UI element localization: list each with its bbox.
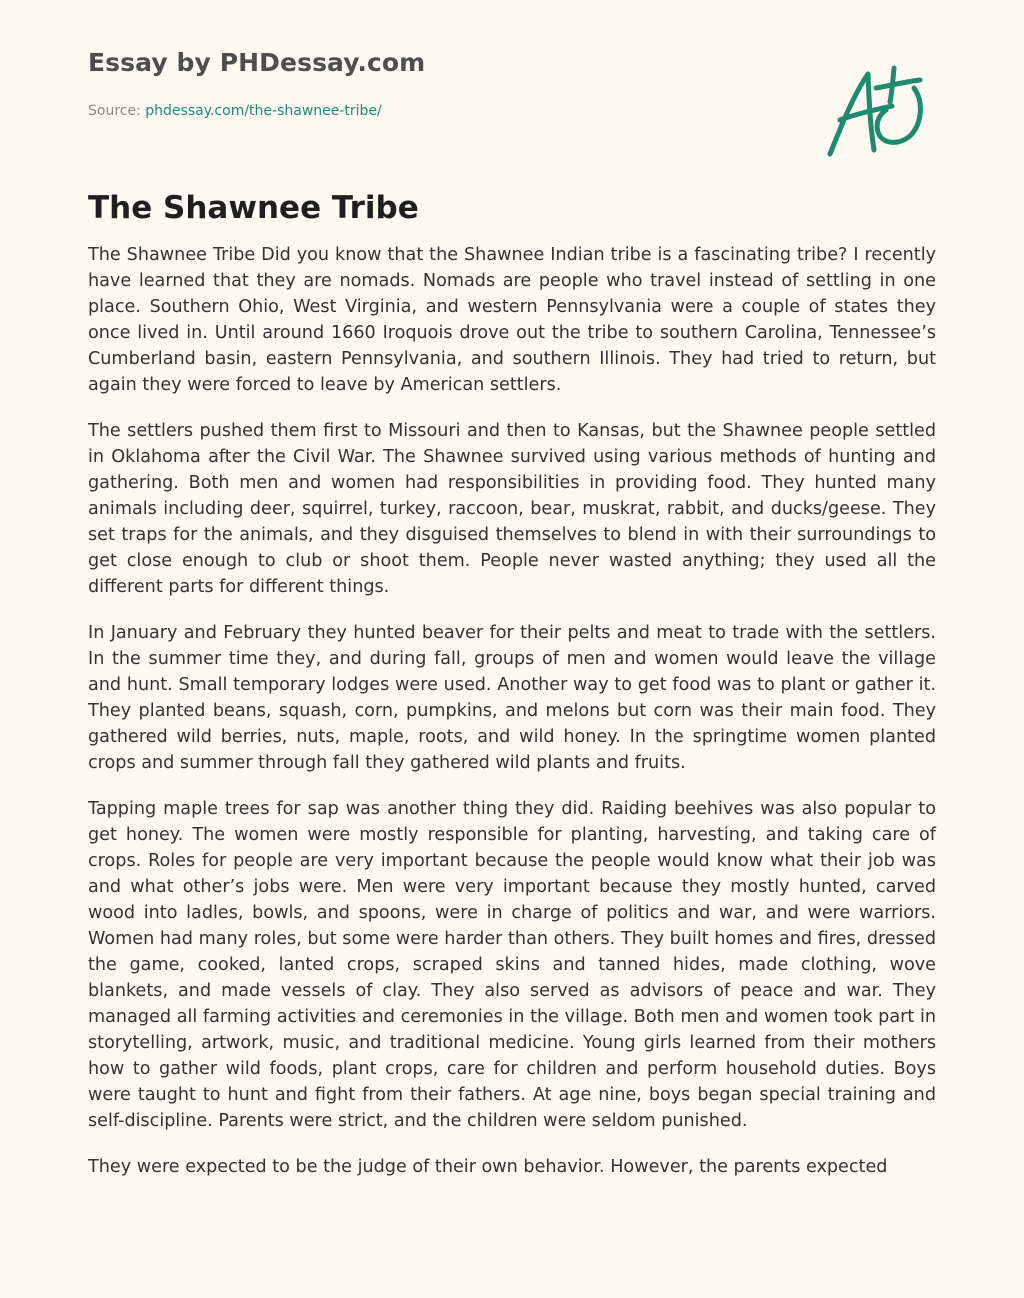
a-plus-grade-icon — [822, 62, 932, 162]
source-label: Source: — [88, 103, 146, 119]
page-header — [88, 48, 948, 119]
essay-paragraph: The settlers pushed them first to Missouri and then to Kansas, but the Shawnee people settled in Oklahoma after the Civil War. The Shawnee survived using various methods of hunting and gathering. Both men and women had responsibilities in providing food. They hunted many animals including deer, squirrel, turkey, raccoon, bear, muskrat, rabbit, and ducks/geese. They set traps for the animals, and they disguised themselves to blend in with their surroundings to get close enough to club or shoot them. People never wasted anything; they used all the different parts for different things. — [88, 421, 936, 597]
essay-paragraph: They were expected to be the judge of their own behavior. However, the parents expected — [88, 1157, 888, 1177]
essay-paragraph: The Shawnee Tribe Did you know that the Shawnee Indian tribe is a fascinating tribe? I recently have learned that they are nomads. Nomads are people who travel instead of settling in one place. Southern Ohio, West Virginia, and western Pennsylvania were a couple of states they once lived in. Until around 1660 Iroquois drove out the tribe to southern Carolina, Tennessee’s Cumberland basin, eastern Pennsylvania, and southern Illinois. They had tried to return, but again they were forced to leave by American settlers. — [88, 245, 936, 395]
source-link[interactable]: phdessay.com/the-shawnee-tribe/ — [145, 103, 382, 119]
brand-title: Essay by PHDessay.com — [88, 48, 426, 77]
essay-title: The Shawnee Tribe — [88, 190, 419, 226]
essay-body — [88, 242, 936, 1200]
essay-paragraph: In January and February they hunted beaver for their pelts and meat to trade with the settlers. In the summer time they, and during fall, groups of men and women would leave the village and hunt. Small temporary lodges were used. Another way to get food was to plant or gather it. They planted beans, squash, corn, pumpkins, and melons but corn was their main food. They gathered wild berries, nuts, maple, roots, and wild honey. In the springtime women planted crops and summer through fall they gathered wild plants and fruits. — [88, 623, 936, 773]
essay-paragraph: Tapping maple trees for sap was another thing they did. Raiding beehives was also popular to get honey. The women were mostly responsible for planting, harvesting, and taking care of crops. Roles for people are very important because the people would know what their job was and what other’s jobs were. Men were very important because they mostly hunted, carved wood into ladles, bowls, and spoons, were in charge of politics and war, and were warriors. Women had many roles, but some were harder than others. They built homes and fires, dressed the game, cooked, lanted crops, scraped skins and tanned hides, made clothing, wove blankets, and made vessels of clay. They also served as advisors of peace and war. They managed all farming activities and ceremonies in the village. Both men and women took part in storytelling, artwork, music, and traditional medicine. Young girls learned from their mothers how to gather wild foods, plant crops, care for children and perform household duties. Boys were taught to hunt and fight from their fathers. At age nine, boys began special training and self-discipline. Parents were strict, and the children were seldom punished. — [88, 799, 936, 1131]
source-line — [88, 103, 948, 119]
